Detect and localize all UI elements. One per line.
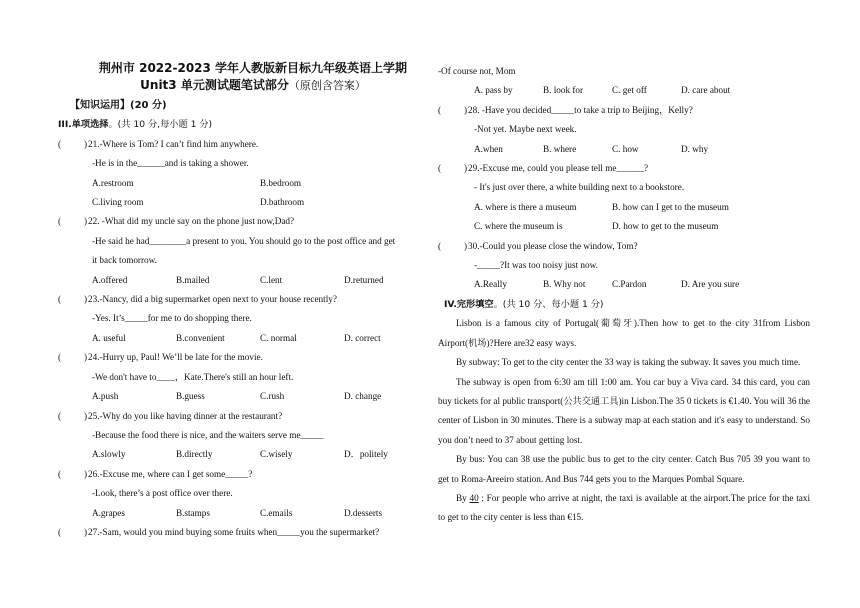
question-27 xyxy=(58,523,428,542)
question-22 xyxy=(58,212,428,231)
answer-bracket-open: ( xyxy=(58,352,62,363)
question-stem: 25.-Why do you like having dinner at the restaurant? xyxy=(88,410,283,421)
answer-bracket-close: ) xyxy=(84,410,88,421)
options-row xyxy=(58,504,428,523)
title-line-1: 荆州市 2022-2023 学年人教版新目标九年级英语上学期 xyxy=(98,61,408,75)
option-b: B.bedroom xyxy=(260,177,302,188)
option-a: A.offered xyxy=(92,274,128,285)
section-4-title xyxy=(438,295,810,314)
options-row xyxy=(438,81,810,100)
option-b: B.stamps xyxy=(176,507,210,518)
option-b: B.directly xyxy=(176,449,213,460)
question-reply: -Yes. It’s_____for me to do shopping there. xyxy=(92,313,252,324)
answer-bracket-open: ( xyxy=(58,526,62,537)
question-reply-cont: it back tomorrow. xyxy=(92,255,157,266)
options-row xyxy=(438,275,810,294)
option-a: A.Really xyxy=(474,279,507,290)
question-reply: -Look, there’s a post office over there. xyxy=(92,488,233,499)
option-d: D. change xyxy=(344,391,382,402)
section-3-title xyxy=(58,115,428,134)
option-c: C.living room xyxy=(92,197,144,208)
section-3-note: 。(共 10 分,每小题 1 分) xyxy=(108,119,213,131)
answer-bracket-close: ) xyxy=(84,216,88,227)
option-d: D.bathroom xyxy=(260,197,305,208)
option-d: D.desserts xyxy=(344,507,383,518)
answer-bracket-close: ) xyxy=(84,294,88,305)
question-reply: -We don't have to____，Kate.There's still an hour left. xyxy=(92,371,294,382)
option-c: C. normal xyxy=(260,332,297,343)
page-title xyxy=(58,60,428,94)
question-stem: 24.-Hurry up, Paul! We’ll be late for the movie. xyxy=(88,352,263,363)
options-row xyxy=(438,198,810,217)
question-24 xyxy=(58,348,428,367)
option-d: D.returned xyxy=(344,274,384,285)
option-c: C. where the museum is xyxy=(474,221,563,232)
question-30 xyxy=(438,237,810,256)
options-row xyxy=(58,387,428,406)
section-3-label: III.单项选择 xyxy=(58,119,109,131)
answer-bracket-open: ( xyxy=(58,468,62,479)
question-stem: 28. -Have you decided_____to take a trip to Beijing，Kelly? xyxy=(468,104,693,115)
option-c: C.lent xyxy=(260,274,283,285)
answer-bracket-close: ) xyxy=(464,240,468,251)
option-b: B. where xyxy=(543,143,577,154)
question-26 xyxy=(58,465,428,484)
option-a: A. useful xyxy=(92,332,126,343)
option-b: B. how can I get to the museum xyxy=(612,201,729,212)
question-reply: -Of course not, Mom xyxy=(438,66,516,76)
passage-5-text: : For people who arrive at night, the taxi is available at the airport.The price for the taxi to get to the city center is less than €15. xyxy=(438,492,810,523)
option-c: C. get off xyxy=(612,85,647,96)
question-reply: -Not yet. Maybe next week. xyxy=(474,124,577,135)
answer-bracket-open: ( xyxy=(58,294,62,305)
option-c: C.rush xyxy=(260,391,285,402)
option-b: B.convenient xyxy=(176,332,225,343)
passage-paragraph-3: The subway is open from 6:30 am till 1:00 am. You car buy a Viva card. 34 this card, you can buy tickets for al public transport(公共交通工具)in Lisbon.The 35 0 tickets is €1.40. You will 36 the center of Lisbon in 30 minutes. There is a subway map at each station and it's easy to understand. So you don’t need to 37 about getting lost. xyxy=(438,376,810,445)
section-4-label: IV.完形填空 xyxy=(444,298,494,310)
option-b: B. look for xyxy=(543,85,584,96)
answer-bracket-close: ) xyxy=(84,526,88,537)
options-row xyxy=(58,193,428,212)
question-reply: - It's just over there, a white building next to a bookstore. xyxy=(474,182,685,193)
left-column xyxy=(58,60,428,542)
options-row xyxy=(58,174,428,193)
options-row xyxy=(58,271,428,290)
question-21 xyxy=(58,135,428,154)
question-stem: 29.-Excuse me, could you please tell me______? xyxy=(468,163,649,174)
question-reply: -He is in the______and is taking a shower. xyxy=(92,158,249,169)
question-29 xyxy=(438,159,810,178)
answer-bracket-close: ) xyxy=(84,352,88,363)
question-reply: -He said he had________a present to you. You should go to the post office and get xyxy=(92,235,396,246)
answer-bracket-close: ) xyxy=(84,138,88,149)
question-stem: 23.-Nancy, did a big supermarket open next to your house recently? xyxy=(88,294,337,305)
option-b: B.guess xyxy=(176,391,205,402)
options-row xyxy=(438,140,810,159)
options-row xyxy=(58,329,428,348)
answer-bracket-open: ( xyxy=(438,240,442,251)
section-4-note: 。(共 10 分、每小题 1 分) xyxy=(493,298,604,310)
knowledge-section-header: 【知识运用】(20 分) xyxy=(70,100,167,111)
blank-40: 40 xyxy=(469,492,479,503)
option-a: A. pass by xyxy=(474,85,513,96)
question-25 xyxy=(58,407,428,426)
right-column xyxy=(438,62,810,528)
passage-5-lead: By xyxy=(456,492,470,503)
options-row xyxy=(438,217,810,236)
option-b: B.mailed xyxy=(176,274,210,285)
passage-paragraph-1: Lisbon is a famous city of Portugal(葡萄牙).Then how to get to the city 31from Lisbon Airport(机场)?Here are32 easy ways. xyxy=(438,318,810,348)
title-line-2 xyxy=(78,77,428,94)
question-23 xyxy=(58,290,428,309)
answer-bracket-open: ( xyxy=(58,216,62,227)
option-c: C.wisely xyxy=(260,449,293,460)
option-d: D. care about xyxy=(681,85,731,96)
option-a: A.restroom xyxy=(92,177,134,188)
option-a: A. where is there a museum xyxy=(474,201,577,212)
option-c: C.emails xyxy=(260,507,293,518)
question-stem: 21.-Where is Tom? I can’t find him anywhere. xyxy=(88,138,259,149)
question-reply: -Because the food there is nice, and the waiters serve me_____ xyxy=(92,429,324,440)
answer-bracket-open: ( xyxy=(58,138,62,149)
answer-bracket-open: ( xyxy=(58,410,62,421)
question-stem: 22. -What did my uncle say on the phone just now,Dad? xyxy=(88,216,295,227)
option-d: D. how to get to the museum xyxy=(612,221,719,232)
option-d: D．politely xyxy=(344,449,388,460)
answer-bracket-close: ) xyxy=(464,163,468,174)
option-a: A.when xyxy=(474,143,503,154)
passage-paragraph-2: By subway: To get to the city center the 33 way is taking the subway. It saves you much time. xyxy=(456,357,801,368)
option-a: A.grapes xyxy=(92,507,125,518)
answer-bracket-open: ( xyxy=(438,104,442,115)
answer-bracket-open: ( xyxy=(438,163,442,174)
passage-paragraph-5 xyxy=(438,489,810,528)
option-a: A.slowly xyxy=(92,449,126,460)
answer-bracket-close: ) xyxy=(84,468,88,479)
question-stem: 26.-Excuse me, where can I get some_____? xyxy=(88,468,253,479)
option-c: C. how xyxy=(612,143,639,154)
title-unit: Unit3 单元测试题笔试部分 xyxy=(140,78,289,92)
options-row xyxy=(58,445,428,464)
option-d: D. correct xyxy=(344,332,381,343)
option-b: B. Why not xyxy=(543,279,586,290)
passage-paragraph-4: By bus: You can 38 use the public bus to get to the city center. Catch Bus 705 39 you want to get to Roma-Areeiro station. And Bus 744 gets you to the Marques Pombal Square. xyxy=(438,454,810,484)
question-reply: -_____?It was too noisy just now. xyxy=(474,260,598,271)
option-c: C.Pardon xyxy=(612,279,647,290)
question-stem: 30.-Could you please close the window, Tom? xyxy=(468,240,638,251)
question-stem: 27.-Sam, would you mind buying some fruits when_____you the supermarket? xyxy=(88,526,380,537)
title-suffix: （原创含答案） xyxy=(288,79,366,92)
option-a: A.push xyxy=(92,391,119,402)
question-28 xyxy=(438,101,810,120)
option-d: D. Are you sure xyxy=(681,279,740,290)
option-d: D. why xyxy=(681,143,709,154)
answer-bracket-close: ) xyxy=(464,104,468,115)
